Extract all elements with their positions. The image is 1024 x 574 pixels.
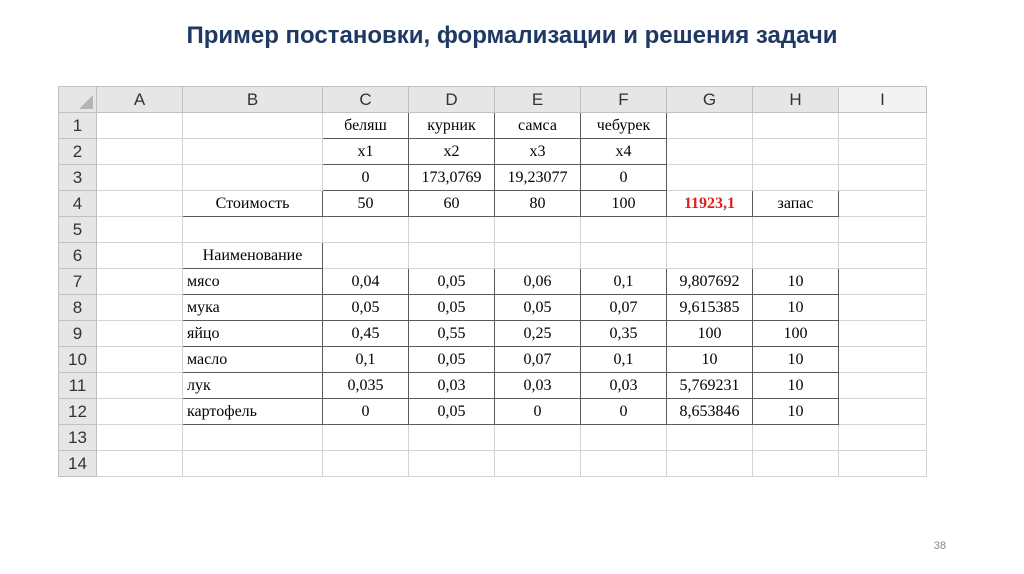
select-all-triangle-icon <box>79 95 93 109</box>
cell-h12[interactable]: 10 <box>753 399 839 425</box>
row-header-11[interactable]: 11 <box>59 373 97 399</box>
cell-b5[interactable] <box>183 217 323 243</box>
cell-a3[interactable] <box>97 165 183 191</box>
cell-b11[interactable]: лук <box>183 373 323 399</box>
slide-title: Пример постановки, формализации и решения задачи <box>186 22 838 49</box>
cell-d13[interactable] <box>409 425 495 451</box>
sheet-row <box>59 269 927 295</box>
cell-b9[interactable]: яйцо <box>183 321 323 347</box>
cell-b6[interactable]: Наименование <box>183 243 323 269</box>
row-header-4[interactable]: 4 <box>59 191 97 217</box>
cell-b3[interactable] <box>183 165 323 191</box>
cell-e3[interactable]: 19,23077 <box>495 165 581 191</box>
cell-i13[interactable] <box>839 425 927 451</box>
spreadsheet-grid <box>58 86 927 477</box>
cell-e5[interactable] <box>495 217 581 243</box>
cell-b10[interactable]: масло <box>183 347 323 373</box>
cell-f13[interactable] <box>581 425 667 451</box>
cell-h3[interactable] <box>753 165 839 191</box>
column-header-a[interactable]: A <box>97 87 183 113</box>
cell-f8[interactable]: 0,07 <box>581 295 667 321</box>
cell-c3[interactable]: 0 <box>323 165 409 191</box>
column-header-b[interactable]: B <box>183 87 323 113</box>
cell-h9[interactable]: 100 <box>753 321 839 347</box>
cell-c10[interactable]: 0,1 <box>323 347 409 373</box>
cell-g3[interactable] <box>667 165 753 191</box>
cell-a10[interactable] <box>97 347 183 373</box>
cell-c7[interactable]: 0,04 <box>323 269 409 295</box>
cell-a2[interactable] <box>97 139 183 165</box>
row-header-7[interactable]: 7 <box>59 269 97 295</box>
sheet-row <box>59 425 927 451</box>
cell-h6[interactable] <box>753 243 839 269</box>
cell-c9[interactable]: 0,45 <box>323 321 409 347</box>
select-all-corner[interactable] <box>59 87 97 113</box>
cell-g1[interactable] <box>667 113 753 139</box>
cell-c6[interactable] <box>323 243 409 269</box>
sheet-row <box>59 321 927 347</box>
cell-f3[interactable]: 0 <box>581 165 667 191</box>
cell-i8[interactable] <box>839 295 927 321</box>
cell-b1[interactable] <box>183 113 323 139</box>
cell-e4[interactable]: 80 <box>495 191 581 217</box>
row-header-8[interactable]: 8 <box>59 295 97 321</box>
cell-d5[interactable] <box>409 217 495 243</box>
cell-f5[interactable] <box>581 217 667 243</box>
cell-f2[interactable]: x4 <box>581 139 667 165</box>
cell-i14[interactable] <box>839 451 927 477</box>
row-header-14[interactable]: 14 <box>59 451 97 477</box>
cell-a9[interactable] <box>97 321 183 347</box>
cell-e11[interactable]: 0,03 <box>495 373 581 399</box>
cell-g11[interactable]: 5,769231 <box>667 373 753 399</box>
column-header-row <box>59 87 927 113</box>
cell-i5[interactable] <box>839 217 927 243</box>
cell-d6[interactable] <box>409 243 495 269</box>
page-number: 38 <box>933 540 946 552</box>
cell-a1[interactable] <box>97 113 183 139</box>
cell-d14[interactable] <box>409 451 495 477</box>
cell-e9[interactable]: 0,25 <box>495 321 581 347</box>
cell-f9[interactable]: 0,35 <box>581 321 667 347</box>
cell-h10[interactable]: 10 <box>753 347 839 373</box>
cell-a14[interactable] <box>97 451 183 477</box>
sheet-row <box>59 217 927 243</box>
sheet-row <box>59 451 927 477</box>
cell-g4-total[interactable]: 11923,1 <box>667 191 753 217</box>
cell-a12[interactable] <box>97 399 183 425</box>
cell-d7[interactable]: 0,05 <box>409 269 495 295</box>
cell-h8[interactable]: 10 <box>753 295 839 321</box>
cell-a4[interactable] <box>97 191 183 217</box>
column-header-f[interactable]: F <box>581 87 667 113</box>
spreadsheet <box>58 86 932 473</box>
cell-f6[interactable] <box>581 243 667 269</box>
sheet-row <box>59 399 927 425</box>
cell-g7[interactable]: 9,807692 <box>667 269 753 295</box>
cell-a11[interactable] <box>97 373 183 399</box>
cell-a5[interactable] <box>97 217 183 243</box>
cell-e13[interactable] <box>495 425 581 451</box>
cell-f4[interactable]: 100 <box>581 191 667 217</box>
cell-e10[interactable]: 0,07 <box>495 347 581 373</box>
cell-g6[interactable] <box>667 243 753 269</box>
cell-i1[interactable] <box>839 113 927 139</box>
cell-b14[interactable] <box>183 451 323 477</box>
cell-f12[interactable]: 0 <box>581 399 667 425</box>
cell-d8[interactable]: 0,05 <box>409 295 495 321</box>
cell-f7[interactable]: 0,1 <box>581 269 667 295</box>
cell-f10[interactable]: 0,1 <box>581 347 667 373</box>
cell-b4[interactable]: Стоимость <box>183 191 323 217</box>
cell-c13[interactable] <box>323 425 409 451</box>
cell-h13[interactable] <box>753 425 839 451</box>
cell-a8[interactable] <box>97 295 183 321</box>
cell-c14[interactable] <box>323 451 409 477</box>
cell-b8[interactable]: мука <box>183 295 323 321</box>
cell-g13[interactable] <box>667 425 753 451</box>
cell-g12[interactable]: 8,653846 <box>667 399 753 425</box>
row-header-13[interactable]: 13 <box>59 425 97 451</box>
column-header-e[interactable]: E <box>495 87 581 113</box>
cell-d11[interactable]: 0,03 <box>409 373 495 399</box>
cell-i3[interactable] <box>839 165 927 191</box>
sheet-row <box>59 191 927 217</box>
cell-b13[interactable] <box>183 425 323 451</box>
row-header-9[interactable]: 9 <box>59 321 97 347</box>
cell-i11[interactable] <box>839 373 927 399</box>
cell-c5[interactable] <box>323 217 409 243</box>
cell-e1[interactable]: самса <box>495 113 581 139</box>
row-header-12[interactable]: 12 <box>59 399 97 425</box>
cell-i4[interactable] <box>839 191 927 217</box>
cell-e14[interactable] <box>495 451 581 477</box>
cell-c4[interactable]: 50 <box>323 191 409 217</box>
cell-b2[interactable] <box>183 139 323 165</box>
cell-d4[interactable]: 60 <box>409 191 495 217</box>
cell-d10[interactable]: 0,05 <box>409 347 495 373</box>
cell-d2[interactable]: x2 <box>409 139 495 165</box>
cell-h4[interactable]: запас <box>753 191 839 217</box>
sheet-row <box>59 373 927 399</box>
cell-d12[interactable]: 0,05 <box>409 399 495 425</box>
cell-f11[interactable]: 0,03 <box>581 373 667 399</box>
cell-h2[interactable] <box>753 139 839 165</box>
cell-e2[interactable]: x3 <box>495 139 581 165</box>
sheet-row <box>59 139 927 165</box>
cell-i12[interactable] <box>839 399 927 425</box>
sheet-row <box>59 347 927 373</box>
cell-h11[interactable]: 10 <box>753 373 839 399</box>
column-header-h[interactable]: H <box>753 87 839 113</box>
cell-f1[interactable]: чебурек <box>581 113 667 139</box>
sheet-row <box>59 243 927 269</box>
sheet-row <box>59 165 927 191</box>
cell-d3[interactable]: 173,0769 <box>409 165 495 191</box>
cell-h7[interactable]: 10 <box>753 269 839 295</box>
row-header-2[interactable]: 2 <box>59 139 97 165</box>
cell-g14[interactable] <box>667 451 753 477</box>
cell-d9[interactable]: 0,55 <box>409 321 495 347</box>
cell-g9[interactable]: 100 <box>667 321 753 347</box>
row-header-1[interactable]: 1 <box>59 113 97 139</box>
row-header-5[interactable]: 5 <box>59 217 97 243</box>
cell-h14[interactable] <box>753 451 839 477</box>
cell-g10[interactable]: 10 <box>667 347 753 373</box>
column-header-d[interactable]: D <box>409 87 495 113</box>
cell-b7[interactable]: мясо <box>183 269 323 295</box>
cell-a6[interactable] <box>97 243 183 269</box>
row-header-10[interactable]: 10 <box>59 347 97 373</box>
column-header-i[interactable]: I <box>839 87 927 113</box>
cell-i9[interactable] <box>839 321 927 347</box>
cell-e12[interactable]: 0 <box>495 399 581 425</box>
cell-e6[interactable] <box>495 243 581 269</box>
cell-h5[interactable] <box>753 217 839 243</box>
cell-c1[interactable]: беляш <box>323 113 409 139</box>
cell-c12[interactable]: 0 <box>323 399 409 425</box>
cell-g5[interactable] <box>667 217 753 243</box>
cell-g8[interactable]: 9,615385 <box>667 295 753 321</box>
cell-e7[interactable]: 0,06 <box>495 269 581 295</box>
cell-h1[interactable] <box>753 113 839 139</box>
cell-a7[interactable] <box>97 269 183 295</box>
row-header-6[interactable]: 6 <box>59 243 97 269</box>
column-header-c[interactable]: C <box>323 87 409 113</box>
sheet-row <box>59 113 927 139</box>
cell-c2[interactable]: x1 <box>323 139 409 165</box>
cell-i7[interactable] <box>839 269 927 295</box>
cell-c8[interactable]: 0,05 <box>323 295 409 321</box>
cell-a13[interactable] <box>97 425 183 451</box>
cell-d1[interactable]: курник <box>409 113 495 139</box>
cell-i6[interactable] <box>839 243 927 269</box>
cell-f14[interactable] <box>581 451 667 477</box>
cell-g2[interactable] <box>667 139 753 165</box>
cell-e8[interactable]: 0,05 <box>495 295 581 321</box>
cell-c11[interactable]: 0,035 <box>323 373 409 399</box>
cell-b12[interactable]: картофель <box>183 399 323 425</box>
cell-i2[interactable] <box>839 139 927 165</box>
row-header-3[interactable]: 3 <box>59 165 97 191</box>
column-header-g[interactable]: G <box>667 87 753 113</box>
sheet-row <box>59 295 927 321</box>
cell-i10[interactable] <box>839 347 927 373</box>
